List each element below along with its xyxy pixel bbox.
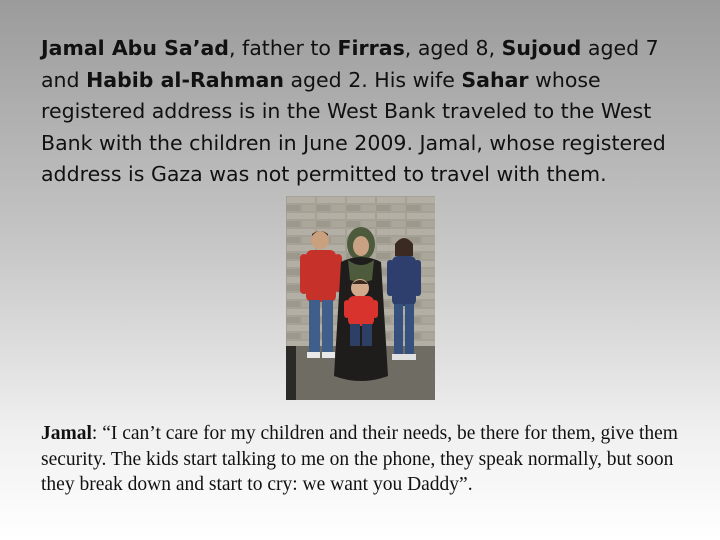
intro-text-3: aged 7 and [41,36,659,92]
quote-speaker: Jamal [41,423,92,444]
intro-text-4: aged 2. His wife [283,67,462,92]
intro-text-5: whose registered address is in the West Bank traveled to the West Bank with the children in June 2009. Jamal, whose registered address is Gaza was not permitted to travel with them. [41,67,666,186]
name-jamal: Jamal Abu Sa’ad [41,36,229,60]
intro-text-2: , aged 8, [404,36,502,60]
name-habib: Habib al-Rahman [86,67,284,92]
family-photo-illustration [286,196,435,400]
name-sujoud: Sujoud [501,36,582,60]
name-sahar: Sahar [461,67,529,92]
intro-text-1: , father to [228,36,338,60]
intro-paragraph [41,33,691,191]
family-photo [286,196,435,400]
quote-text: : “I can’t care for my children and their needs, be there for them, give them security. The kids start talking to me on the phone, they speak normally, but soon they break down and start to cry: we want you Daddy”. [41,423,678,495]
jamal-quote [41,421,691,498]
name-firras: Firras [337,36,405,60]
